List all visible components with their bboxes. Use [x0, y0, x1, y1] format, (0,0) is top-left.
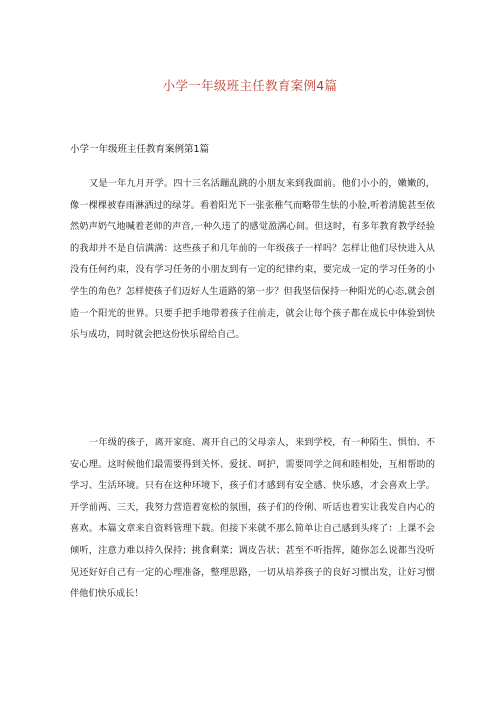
section-heading: 小学一年级班主任教育案例第1篇	[70, 144, 210, 155]
paragraph-1: 又是一年九月开学。四十三名活蹦乱跳的小朋友来到我面前。他们小小的，嫩嫩的，像一棵棵被春雨淋洒过的绿芽。看着阳光下一张张稚气而略带生怯的小脸,听着清脆甚至依然奶声奶气地喊着老师的声音,一种久违了的感觉盈满心间。但这时，有多年教育教学经验的我却并不是自信满满：这些孩子和几年前的一年级孩子一样吗？怎样让他们尽快进入从没有任何约束，没有学习任务的小朋友到有一定的纪律约束，要完成一定的学习任务的小学生的角色？怎样使孩子们迈好人生道路的第一步？但我坚信保持一种阳光的心态,就会创造一个阳光的世界。只要手把手地带着孩子往前走，就会让每个孩子都在成长中体验到快乐与成功，同时就会把这份快乐留给自己。	[70, 178, 435, 341]
paragraph-2: 一年级的孩子，离开家庭、离开自己的父母亲人，来到学校，有一种陌生、惧怕、不安心理。这时候他们最需要得到关怀、爱抚、呵护，需要同学之间和睦相处，互相帮助的学习、生活环境。只有在这种环境下，孩子们才感到有安全感、快乐感，才会喜欢上学。开学前两、三天，我努力营造着宽松的氛围，孩子们的伶俐、听话也着实让我发自内心的喜欢。本篇文章来自资料管理下载。但接下来就不那么简单让自己感到头疼了：上课不会倾听，注意力难以持久保持；挑食剩菜；调皮告状；甚至不听指挥，随你怎么说都当没听见还好好自己有一定的心理准备，整理思路，一切从培养孩子的良好习惯出发，让好习惯伴他们快乐成长！	[70, 437, 435, 600]
document-title: 小学一年级班主任教育案例4篇	[162, 78, 338, 93]
